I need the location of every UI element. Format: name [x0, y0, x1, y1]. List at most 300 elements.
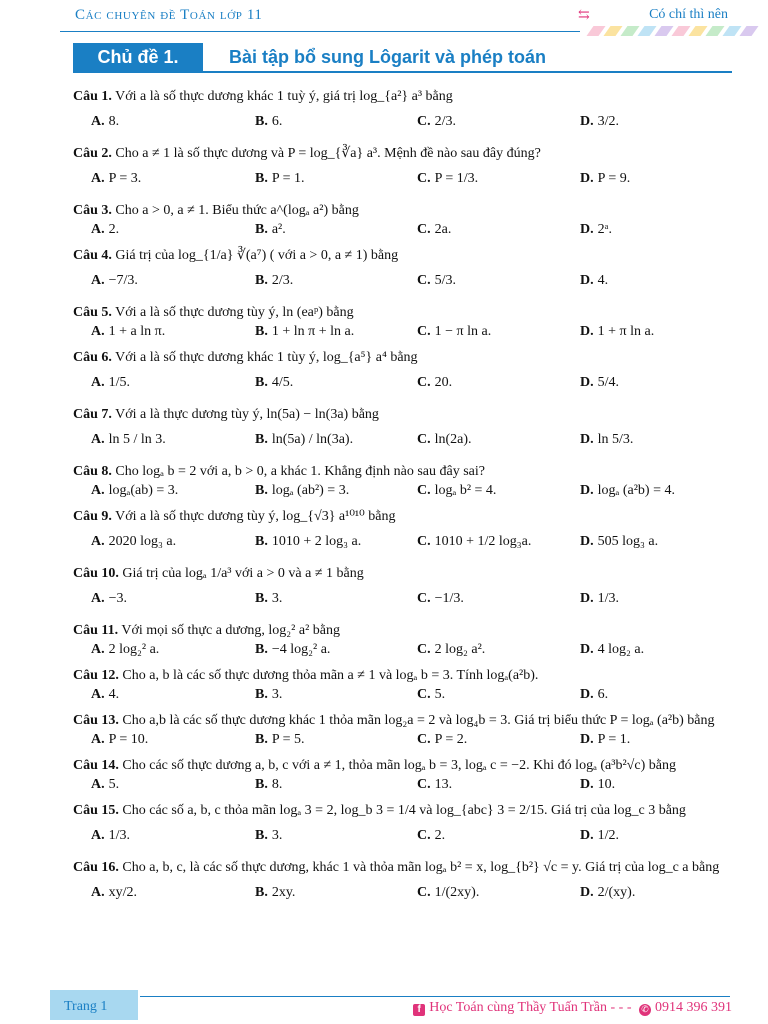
- question: [73, 667, 733, 712]
- question: [73, 622, 733, 667]
- answer-option[interactable]: [580, 820, 619, 852]
- answer-option[interactable]: [91, 775, 119, 795]
- option-letter: D.: [580, 777, 594, 792]
- option-text: P = 1/3.: [434, 171, 479, 186]
- option-text: 3/2.: [597, 114, 620, 129]
- header-stripe: [654, 26, 673, 36]
- answer-option[interactable]: [580, 583, 619, 615]
- answer-option[interactable]: [91, 424, 166, 456]
- question-text: Cho a ≠ 1 là số thực dương và P = log_{∛a} a³. Mệnh đề nào sau đây đúng?: [115, 146, 541, 161]
- option-text: P = 10.: [108, 732, 149, 747]
- answer-option[interactable]: [91, 526, 176, 558]
- option-text: 2020 log₃ a.: [108, 534, 177, 549]
- option-text: −1/3.: [434, 591, 464, 606]
- answer-option[interactable]: [91, 685, 119, 705]
- question-stem: [73, 712, 733, 730]
- question-text: Cho a,b là các số thực dương khác 1 thỏa mãn log₂a = 2 và log₄b = 3. Giá trị biểu thức P = logₐ (a²b) bằng: [122, 713, 715, 728]
- header-stripe: [722, 26, 741, 36]
- answer-option[interactable]: [255, 322, 354, 342]
- question-text: Với a là số thực dương khác 1 tuỳ ý, giá trị log_{a²} a³ bằng: [115, 89, 453, 104]
- option-text: 5.: [108, 777, 120, 792]
- option-text: −7/3.: [108, 273, 138, 288]
- question: [73, 202, 733, 247]
- header-stripe: [620, 26, 639, 36]
- answer-option[interactable]: [255, 583, 282, 615]
- question-text: Cho các số thực dương a, b, c với a ≠ 1, thỏa mãn logₐ b = 3, logₐ c = −2. Khi đó logₐ (a³b²√c) bằng: [122, 758, 676, 773]
- option-letter: A.: [91, 324, 105, 339]
- answer-options: [73, 367, 733, 399]
- answer-option[interactable]: [91, 322, 165, 342]
- question-text: Cho các số a, b, c thỏa mãn logₐ 3 = 2, log_b 3 = 1/4 và log_{abc} 3 = 2/15. Giá trị của log_c 3 bằng: [122, 803, 686, 818]
- answer-option[interactable]: [580, 220, 612, 240]
- option-letter: C.: [417, 777, 431, 792]
- option-letter: A.: [91, 273, 105, 288]
- header-stripe: [671, 26, 690, 36]
- topic-heading: [73, 43, 732, 73]
- answer-option[interactable]: [255, 265, 293, 297]
- option-text: logₐ(ab) = 3.: [108, 483, 179, 498]
- answer-option[interactable]: [417, 775, 452, 795]
- question-stem: [73, 88, 733, 106]
- answer-option[interactable]: [91, 106, 119, 138]
- page-footer: [0, 990, 768, 1024]
- question: [73, 145, 733, 202]
- answer-options: [73, 322, 733, 342]
- answer-option[interactable]: [417, 583, 464, 615]
- option-text: 4.: [597, 273, 609, 288]
- option-text: 2/3.: [434, 114, 457, 129]
- question-number: Câu 12.: [73, 668, 119, 683]
- option-text: 20.: [434, 375, 453, 390]
- answer-option[interactable]: [580, 775, 615, 795]
- question-text: Cho logₐ b = 2 với a, b > 0, a khác 1. Khẳng định nào sau đây sai?: [115, 464, 485, 479]
- answer-option[interactable]: [580, 424, 633, 456]
- option-text: 1/3.: [108, 828, 131, 843]
- option-letter: B.: [255, 114, 268, 129]
- question-stem: [73, 859, 733, 877]
- question: [73, 757, 733, 802]
- answer-option[interactable]: [580, 685, 608, 705]
- option-letter: C.: [417, 828, 431, 843]
- option-letter: A.: [91, 534, 105, 549]
- question-number: Câu 8.: [73, 464, 112, 479]
- option-text: 4 log₂ a.: [597, 642, 645, 657]
- option-letter: C.: [417, 171, 431, 186]
- answer-option[interactable]: [417, 220, 451, 240]
- option-letter: D.: [580, 375, 594, 390]
- usb-icon: ⇆: [578, 8, 590, 23]
- question: [73, 304, 733, 349]
- option-text: 2.: [434, 828, 446, 843]
- option-letter: B.: [255, 432, 268, 447]
- answer-option[interactable]: [91, 640, 159, 660]
- header-stripe: [586, 26, 605, 36]
- topic-label: Chủ đề 1.: [73, 43, 203, 71]
- question-number: Câu 16.: [73, 860, 119, 875]
- option-letter: D.: [580, 642, 594, 657]
- option-letter: C.: [417, 222, 431, 237]
- option-text: 1/5.: [108, 375, 131, 390]
- option-letter: C.: [417, 273, 431, 288]
- option-letter: A.: [91, 375, 105, 390]
- question-stem: [73, 622, 733, 640]
- option-text: 4.: [108, 687, 120, 702]
- option-text: 4/5.: [271, 375, 294, 390]
- option-letter: B.: [255, 273, 268, 288]
- answer-options: [73, 877, 733, 909]
- question-number: Câu 5.: [73, 305, 112, 320]
- answer-options: [73, 685, 733, 705]
- option-text: 13.: [434, 777, 453, 792]
- question-number: Câu 7.: [73, 407, 112, 422]
- answer-option[interactable]: [417, 640, 485, 660]
- option-text: 6.: [271, 114, 283, 129]
- question-stem: [73, 667, 733, 685]
- option-letter: D.: [580, 534, 594, 549]
- answer-option[interactable]: [580, 526, 658, 558]
- question-number: Câu 13.: [73, 713, 119, 728]
- option-letter: A.: [91, 687, 105, 702]
- option-text: 1/2.: [597, 828, 620, 843]
- answer-option[interactable]: [417, 265, 456, 297]
- option-letter: C.: [417, 687, 431, 702]
- option-text: 2ᵃ.: [597, 222, 612, 237]
- page-number: Trang 1: [64, 999, 108, 1014]
- option-letter: D.: [580, 273, 594, 288]
- option-letter: A.: [91, 222, 105, 237]
- question-stem: [73, 247, 733, 265]
- header-stripe: [688, 26, 707, 36]
- question-stem: [73, 304, 733, 322]
- option-text: a².: [271, 222, 286, 237]
- option-text: 2 log₂ a².: [434, 642, 486, 657]
- answer-option[interactable]: [417, 424, 472, 456]
- answer-option[interactable]: [255, 775, 282, 795]
- option-text: 1/(2xy).: [434, 885, 480, 900]
- answer-option[interactable]: [417, 322, 491, 342]
- question-text: Với a là số thực dương khác 1 tùy ý, log_{a⁵} a⁴ bằng: [115, 350, 418, 365]
- answer-option[interactable]: [255, 730, 305, 750]
- option-text: 3.: [271, 687, 283, 702]
- facebook-page-name[interactable]: Học Toán cùng Thầy Tuấn Trần - - -: [429, 1000, 632, 1015]
- topic-title: Bài tập bổ sung Lôgarit và phép toán: [229, 47, 547, 67]
- question: [73, 508, 733, 565]
- question: [73, 88, 733, 145]
- answer-option[interactable]: [255, 220, 286, 240]
- answer-options: [73, 730, 733, 750]
- question: [73, 859, 733, 916]
- question-number: Câu 6.: [73, 350, 112, 365]
- answer-options: [73, 424, 733, 456]
- option-letter: A.: [91, 642, 105, 657]
- question-stem: [73, 757, 733, 775]
- answer-option[interactable]: [91, 820, 130, 852]
- option-text: 5.: [434, 687, 446, 702]
- option-text: 5/3.: [434, 273, 457, 288]
- option-text: 8.: [108, 114, 120, 129]
- answer-option[interactable]: [417, 367, 452, 399]
- answer-option[interactable]: [91, 367, 130, 399]
- option-letter: B.: [255, 483, 268, 498]
- question-text: Với a là thực dương tùy ý, ln(5a) − ln(3a) bằng: [115, 407, 379, 422]
- question-number: Câu 11.: [73, 623, 119, 638]
- question-number: Câu 15.: [73, 803, 119, 818]
- option-letter: B.: [255, 324, 268, 339]
- option-letter: B.: [255, 732, 268, 747]
- option-letter: D.: [580, 114, 594, 129]
- question: [73, 463, 733, 508]
- option-text: logₐ (a²b) = 4.: [597, 483, 675, 498]
- option-letter: A.: [91, 114, 105, 129]
- option-letter: D.: [580, 687, 594, 702]
- option-text: 10.: [597, 777, 616, 792]
- question-text: Với a là số thực dương tùy ý, log_{√3} a¹⁰¹⁰ bằng: [115, 509, 396, 524]
- answer-option[interactable]: [417, 526, 531, 558]
- answer-options: [73, 106, 733, 138]
- option-text: P = 1.: [597, 732, 631, 747]
- answer-option[interactable]: [255, 877, 295, 909]
- answer-option[interactable]: [91, 730, 148, 750]
- option-text: logₐ (ab²) = 3.: [271, 483, 350, 498]
- footer-rule: [140, 996, 730, 997]
- option-letter: B.: [255, 828, 268, 843]
- question-stem: [73, 463, 733, 481]
- option-text: 2/3.: [271, 273, 294, 288]
- option-text: 505 log₃ a.: [597, 534, 659, 549]
- answer-option[interactable]: [580, 163, 630, 195]
- option-letter: D.: [580, 828, 594, 843]
- option-letter: B.: [255, 222, 268, 237]
- option-text: logₐ b² = 4.: [434, 483, 497, 498]
- page-header: [0, 0, 768, 40]
- answer-option[interactable]: [91, 583, 127, 615]
- option-letter: B.: [255, 591, 268, 606]
- phone-number[interactable]: 0914 396 391: [655, 1000, 732, 1015]
- header-motto: Có chí thì nên: [649, 7, 728, 22]
- option-text: P = 2.: [434, 732, 468, 747]
- option-text: ln 5/3.: [597, 432, 634, 447]
- option-letter: C.: [417, 324, 431, 339]
- option-text: ln(5a) / ln(3a).: [271, 432, 354, 447]
- option-text: 1/3.: [597, 591, 620, 606]
- question-number: Câu 14.: [73, 758, 119, 773]
- answer-options: [73, 163, 733, 195]
- question-number: Câu 2.: [73, 146, 112, 161]
- option-text: 8.: [271, 777, 283, 792]
- option-letter: A.: [91, 171, 105, 186]
- header-stripe: [705, 26, 724, 36]
- answer-option[interactable]: [580, 265, 608, 297]
- option-letter: C.: [417, 534, 431, 549]
- question-text: Với a là số thực dương tùy ý, ln (eaᵖ) bằng: [115, 305, 354, 320]
- header-series-title: Các chuyên đề Toán lớp 11: [75, 7, 263, 23]
- answer-option[interactable]: [417, 820, 445, 852]
- option-letter: B.: [255, 375, 268, 390]
- option-letter: C.: [417, 114, 431, 129]
- question: [73, 349, 733, 406]
- answer-option[interactable]: [580, 106, 619, 138]
- option-letter: C.: [417, 375, 431, 390]
- option-text: 2.: [108, 222, 120, 237]
- answer-options: [73, 640, 733, 660]
- footer-contact: [413, 1000, 732, 1016]
- option-text: 1010 + 2 log₃ a.: [271, 534, 362, 549]
- answer-option[interactable]: [255, 685, 282, 705]
- option-letter: D.: [580, 171, 594, 186]
- answer-option[interactable]: [580, 730, 630, 750]
- option-letter: A.: [91, 483, 105, 498]
- option-text: 1 + ln π + ln a.: [271, 324, 355, 339]
- answer-option[interactable]: [255, 367, 293, 399]
- question-text: Cho a, b là các số thực dương thỏa mãn a ≠ 1 và logₐ b = 3. Tính logₐ(a²b).: [122, 668, 539, 683]
- option-letter: B.: [255, 534, 268, 549]
- option-letter: B.: [255, 171, 268, 186]
- answer-option[interactable]: [580, 322, 654, 342]
- option-letter: D.: [580, 591, 594, 606]
- answer-options: [73, 820, 733, 852]
- option-letter: D.: [580, 432, 594, 447]
- question-stem: [73, 349, 733, 367]
- option-letter: D.: [580, 885, 594, 900]
- answer-options: [73, 775, 733, 795]
- option-text: 1 − π ln a.: [434, 324, 492, 339]
- option-text: ln 5 / ln 3.: [108, 432, 166, 447]
- answer-option[interactable]: [255, 820, 282, 852]
- option-letter: B.: [255, 687, 268, 702]
- question: [73, 406, 733, 463]
- option-text: P = 9.: [597, 171, 631, 186]
- answer-option[interactable]: [417, 730, 467, 750]
- option-letter: C.: [417, 642, 431, 657]
- question-list: [73, 88, 733, 916]
- option-text: 2xy.: [271, 885, 296, 900]
- option-text: P = 5.: [271, 732, 305, 747]
- option-letter: C.: [417, 483, 431, 498]
- question-text: Cho a, b, c, là các số thực dương, khác 1 và thỏa mãn logₐ b² = x, log_{b²} √c = y. Giá trị của log_c a bằng: [122, 860, 720, 875]
- option-letter: A.: [91, 432, 105, 447]
- answer-option[interactable]: [255, 163, 305, 195]
- option-text: 1 + a ln π.: [108, 324, 166, 339]
- option-text: 3.: [271, 591, 283, 606]
- question-stem: [73, 565, 733, 583]
- option-text: 3.: [271, 828, 283, 843]
- answer-option[interactable]: [580, 877, 635, 909]
- answer-option[interactable]: [255, 481, 349, 501]
- question-text: Giá trị của log_{1/a} ∛(a⁷) ( với a > 0, a ≠ 1) bằng: [115, 248, 399, 263]
- option-text: 6.: [597, 687, 609, 702]
- option-text: 5/4.: [597, 375, 620, 390]
- answer-option[interactable]: [91, 220, 119, 240]
- option-letter: B.: [255, 642, 268, 657]
- question-number: Câu 9.: [73, 509, 112, 524]
- answer-option[interactable]: [91, 877, 137, 909]
- facebook-icon: f: [413, 1004, 425, 1016]
- question-number: Câu 4.: [73, 248, 112, 263]
- header-stripe: [603, 26, 622, 36]
- option-text: P = 3.: [108, 171, 142, 186]
- option-letter: D.: [580, 732, 594, 747]
- answer-option[interactable]: [417, 877, 479, 909]
- option-text: P = 1.: [271, 171, 305, 186]
- answer-option[interactable]: [255, 424, 353, 456]
- answer-option[interactable]: [255, 640, 330, 660]
- option-letter: D.: [580, 324, 594, 339]
- answer-option[interactable]: [417, 106, 456, 138]
- question-text: Với mọi số thực a dương, log₂² a² bằng: [121, 623, 340, 638]
- answer-option[interactable]: [580, 640, 644, 660]
- answer-option[interactable]: [91, 163, 141, 195]
- answer-option[interactable]: [580, 367, 619, 399]
- question-stem: [73, 508, 733, 526]
- option-text: 1 + π ln a.: [597, 324, 655, 339]
- question-number: Câu 10.: [73, 566, 119, 581]
- question-text: Cho a > 0, a ≠ 1. Biểu thức a^(logₐ a²) bằng: [115, 203, 359, 218]
- option-letter: B.: [255, 777, 268, 792]
- option-letter: A.: [91, 777, 105, 792]
- answer-option[interactable]: [91, 481, 178, 501]
- answer-option[interactable]: [255, 526, 361, 558]
- option-letter: C.: [417, 732, 431, 747]
- option-letter: B.: [255, 885, 268, 900]
- answer-option[interactable]: [417, 685, 445, 705]
- option-letter: C.: [417, 432, 431, 447]
- answer-options: [73, 526, 733, 558]
- option-letter: A.: [91, 591, 105, 606]
- answer-options: [73, 481, 733, 501]
- question: [73, 247, 733, 304]
- question: [73, 712, 733, 757]
- header-rule: [60, 31, 580, 32]
- answer-option[interactable]: [580, 481, 675, 501]
- option-text: 2a.: [434, 222, 452, 237]
- question-stem: [73, 406, 733, 424]
- option-text: −4 log₂² a.: [271, 642, 331, 657]
- option-text: ln(2a).: [434, 432, 472, 447]
- option-letter: C.: [417, 885, 431, 900]
- option-text: xy/2.: [108, 885, 138, 900]
- answer-option[interactable]: [417, 481, 496, 501]
- header-stripes: [590, 26, 768, 36]
- option-letter: A.: [91, 732, 105, 747]
- option-text: −3.: [108, 591, 128, 606]
- option-letter: D.: [580, 222, 594, 237]
- option-letter: D.: [580, 483, 594, 498]
- question: [73, 802, 733, 859]
- option-letter: A.: [91, 885, 105, 900]
- question-text: Giá trị của logₐ 1/a³ với a > 0 và a ≠ 1 bằng: [122, 566, 364, 581]
- option-text: 2/(xy).: [597, 885, 636, 900]
- answer-option[interactable]: [91, 265, 138, 297]
- option-letter: A.: [91, 828, 105, 843]
- answer-option[interactable]: [255, 106, 282, 138]
- answer-options: [73, 583, 733, 615]
- option-text: 2 log₂² a.: [108, 642, 160, 657]
- answer-options: [73, 220, 733, 240]
- option-letter: C.: [417, 591, 431, 606]
- question-number: Câu 1.: [73, 89, 112, 104]
- answer-option[interactable]: [417, 163, 478, 195]
- header-stripe: [637, 26, 656, 36]
- question: [73, 565, 733, 622]
- question-stem: [73, 802, 733, 820]
- option-text: 1010 + 1/2 log₃a.: [434, 534, 532, 549]
- question-number: Câu 3.: [73, 203, 112, 218]
- question-stem: [73, 202, 733, 220]
- header-stripe: [739, 26, 758, 36]
- phone-icon: ✆: [639, 1004, 651, 1016]
- answer-options: [73, 265, 733, 297]
- question-stem: [73, 145, 733, 163]
